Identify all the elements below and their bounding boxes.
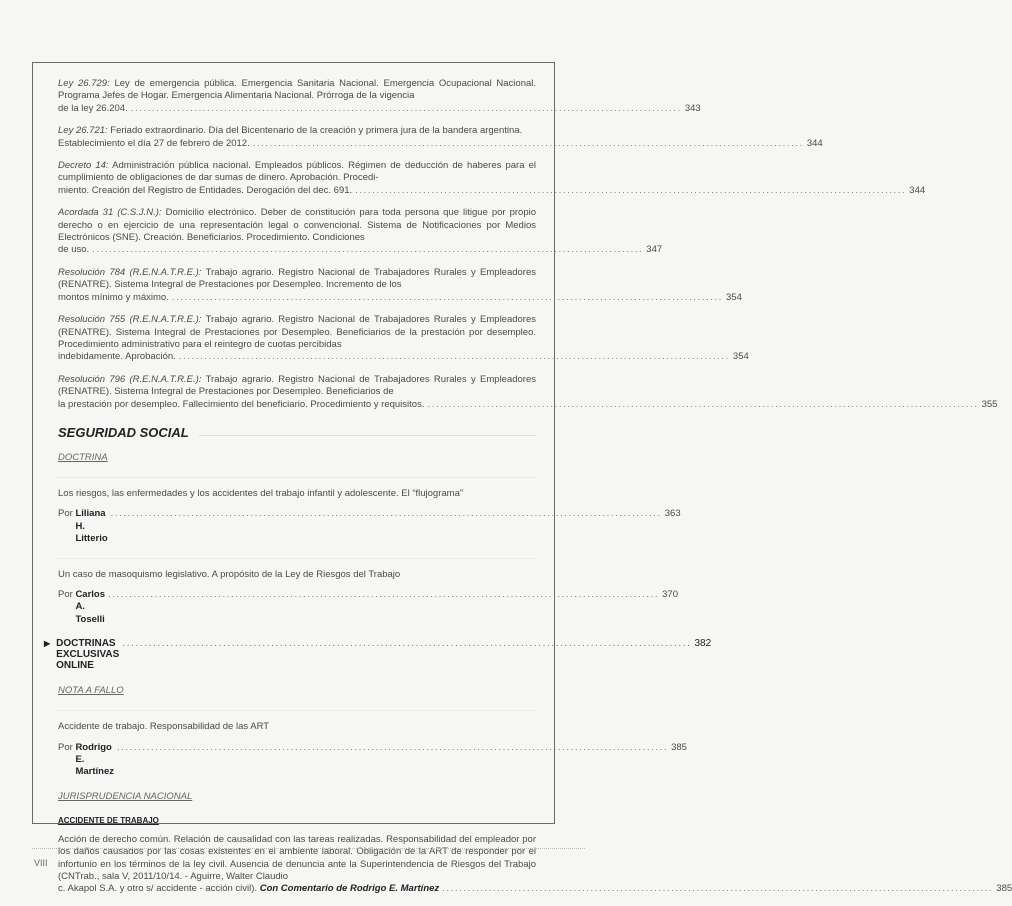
triangle-right-icon: ▶ xyxy=(44,639,51,649)
leader-dots: .................................................................................................................................. xyxy=(171,291,723,303)
leader-dots: .................................................................................................................................. xyxy=(92,244,644,256)
leader-dots: .................................................................................................................................. xyxy=(116,741,669,753)
doctrina-article[interactable] xyxy=(58,568,678,627)
accidente-heading[interactable]: ACCIDENTE DE TRABAJO xyxy=(58,815,159,825)
nota-article[interactable] xyxy=(58,721,687,779)
article-page: 363 xyxy=(664,508,681,520)
footer-rule xyxy=(32,848,585,849)
leader-dots: .................................................................................................................................. xyxy=(252,137,804,149)
entry-text-last: de uso. xyxy=(58,244,90,256)
toc-entry[interactable] xyxy=(58,125,823,150)
section-rule xyxy=(199,429,536,436)
article-title: Los riesgos, las enfermedades y los accidentes del trabajo infantil y adolescente. El “flujograma” xyxy=(58,487,464,499)
divider xyxy=(58,558,536,559)
toc-entry[interactable] xyxy=(58,314,749,364)
entry-text: Trabajo agrario. Registro Nacional de Trabajadores Rurales y Empleadores (RENATRE). Sistema Integral de Prestaciones por Desempleo. Beneficiarios de la prestación por desempleo. Procedimiento administrativo para el reintegro de cuotas percibidas xyxy=(58,314,537,350)
divider xyxy=(58,477,536,478)
juris-comment: Con Comentario de Rodrigo E. Martínez xyxy=(259,883,440,895)
toc-entry[interactable] xyxy=(58,266,742,304)
section-title-text: SEGURIDAD SOCIAL xyxy=(58,424,189,440)
doctrina-heading[interactable]: DOCTRINA xyxy=(58,451,108,463)
leader-dots: .................................................................................................................................. xyxy=(178,351,730,363)
entry-text-last: de la ley 26.204. xyxy=(58,102,128,114)
article-title: Accidente de trabajo. Responsabilidad de las ART xyxy=(58,721,270,733)
author-prefix: Por xyxy=(58,741,73,753)
entry-label: Acordada 31 (C.S.J.N.): xyxy=(58,207,162,219)
section-title xyxy=(58,425,536,440)
leader-dots: .................................................................................................................................. xyxy=(442,883,994,895)
leader-dots: .................................................................................................................................. xyxy=(122,638,692,650)
toc-entry[interactable] xyxy=(58,78,701,115)
jurisprudencia-heading[interactable]: JURISPRUDENCIA NACIONAL xyxy=(58,790,193,802)
leader-dots: .................................................................................................................................. xyxy=(108,588,660,600)
toc-entry[interactable] xyxy=(58,207,663,257)
entry-label: Decreto 14: xyxy=(58,160,109,172)
entry-label: Ley 26.721: xyxy=(58,125,108,137)
leader-dots: .................................................................................................................................. xyxy=(427,398,979,410)
entry-page: 354 xyxy=(732,351,749,363)
entry-text-last: la prestación por desempleo. Fallecimiento del beneficiario. Procedimiento y requisitos. xyxy=(58,398,425,410)
entry-label: Resolución 796 (R.E.N.A.T.R.E.): xyxy=(58,373,202,385)
entry-page: 343 xyxy=(684,102,701,114)
juris-text: Acción de derecho común. Relación de causalidad con las tareas realizadas. Responsabilidad del empleador por los daños causados por las cosas existentes en el ambiente laboral. Obligación de la ART de responder por el infortunio en los términos de la ley civil. Ausencia de denuncia ante la Superintendencia de Riesgos del Trabajo (CNTrab., sala V, 2011/10/14. - Aguirre, Walter Claudio xyxy=(58,833,536,883)
entry-label: Ley 26.729: xyxy=(58,78,110,89)
toc-entry[interactable] xyxy=(58,373,998,411)
toc-entry[interactable] xyxy=(58,160,926,197)
entry-text: Domicilio electrónico. Deber de constitución para toda persona que litigue por propio derecho o en ejercicio de una representación legal o convencional. Sistema de Notificaciones por Medios Electrónicos (SNE). Creación. Beneficiarios. Procedimiento. Condiciones xyxy=(58,207,536,244)
entry-text: Administración pública nacional. Empleados públicos. Régimen de deducción de haberes para el cumplimiento de obligaciones de dar sumas de dinero. Aprobación. Procedi- xyxy=(58,160,536,184)
article-title: Un caso de masoquismo legislativo. A propósito de la Ley de Riesgos del Trabajo xyxy=(58,568,401,580)
toc-content xyxy=(44,78,1012,906)
page-number: VIII xyxy=(34,858,48,868)
juris-page: 385 xyxy=(996,883,1012,895)
entry-text: Trabajo agrario. Registro Nacional de Trabajadores Rurales y Empleadores (RENATRE). Sistema Integral de Prestaciones por Desempleo. Beneficiarios de xyxy=(58,373,537,398)
entry-text: Feriado extraordinario. Día del Bicentenario de la creación y primera jura de la bandera argentina. xyxy=(110,125,523,137)
leader-dots: .................................................................................................................................. xyxy=(130,102,682,114)
juris-entry[interactable] xyxy=(58,833,1012,896)
entry-text: Trabajo agrario. Registro Nacional de Trabajadores Rurales y Empleadores (RENATRE). Sistema Integral de Prestaciones por Desempleo. Incremento de los xyxy=(58,266,537,291)
entry-label: Resolución 784 (R.E.N.A.T.R.E.): xyxy=(58,266,202,278)
entry-text-last: miento. Creación del Registro de Entidades. Derogación del dec. 691. xyxy=(58,184,353,196)
article-author: Carlos A. Toselli xyxy=(75,588,106,625)
leader-dots: .................................................................................................................................. xyxy=(110,508,662,520)
entry-text-last: Establecimiento el día 27 de febrero de 2012. xyxy=(58,137,250,149)
author-prefix: Por xyxy=(58,588,73,600)
entry-text-last: montos mínimo y máximo. xyxy=(58,291,169,303)
entry-page: 355 xyxy=(981,398,998,410)
leader-dots: .................................................................................................................................. xyxy=(355,184,907,196)
author-prefix: Por xyxy=(58,508,73,520)
entry-page: 347 xyxy=(646,244,663,256)
entry-text-last: indebidamente. Aprobación. xyxy=(58,351,176,363)
juris-text-last: c. Akapol S.A. y otro s/ accidente - acción civil). xyxy=(58,883,258,895)
entry-page: 344 xyxy=(909,184,926,196)
doctrina-article[interactable] xyxy=(58,487,681,546)
online-label: DOCTRINAS EXCLUSIVAS ONLINE xyxy=(56,638,120,672)
divider xyxy=(58,710,536,711)
article-page: 370 xyxy=(662,588,678,600)
article-author: Rodrigo E. Martínez xyxy=(75,741,114,778)
entry-text: Ley de emergencia pública. Emergencia Sanitaria Nacional. Emergencia Ocupacional Nacional. Programa Jefes de Hogar. Emergencia Alimentaria Nacional. Prórroga de la vigencia xyxy=(58,78,537,102)
doctrinas-online-link[interactable] xyxy=(44,638,712,672)
article-author: Liliana H. Litterio xyxy=(75,508,108,545)
entry-page: 344 xyxy=(806,137,823,149)
entry-label: Resolución 755 (R.E.N.A.T.R.E.): xyxy=(58,314,202,326)
article-page: 385 xyxy=(671,741,687,753)
entry-page: 354 xyxy=(726,291,742,303)
online-page: 382 xyxy=(694,638,712,650)
nota-a-fallo-heading[interactable]: NOTA A FALLO xyxy=(58,685,124,697)
